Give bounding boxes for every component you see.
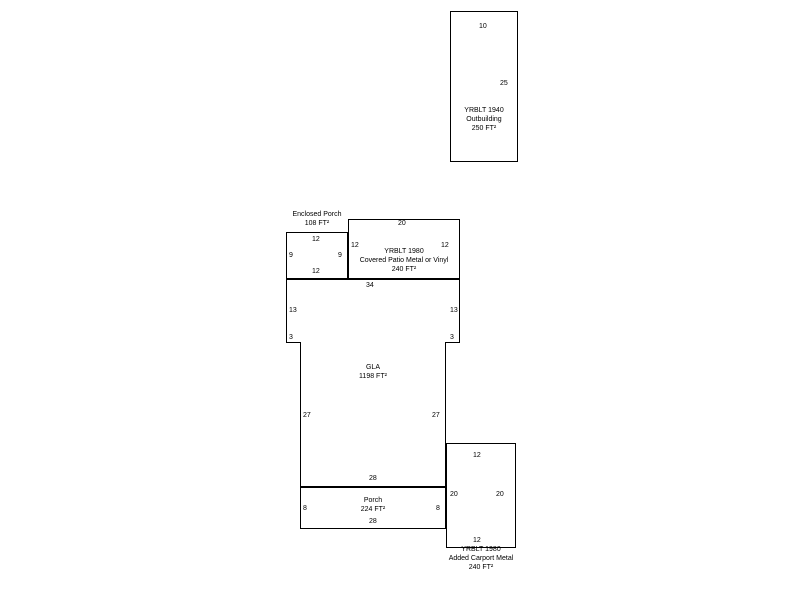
outbuilding-label-line2: Outbuilding [466,116,502,123]
gla-label [323,363,423,381]
gla-dim-left: 27 [303,412,311,419]
porch-dim-right: 8 [436,505,440,512]
enclosed-porch-dim-bottom: 12 [312,268,320,275]
added-carport-label-line2: Added Carport Metal [448,555,514,562]
gla-dim-right-notch: 3 [450,334,454,341]
covered-patio-dim-right: 12 [441,242,449,249]
carport-dim-right: 20 [496,491,504,498]
gla-label-line2: 1198 FT² [359,373,387,380]
carport-dim-left: 20 [450,491,458,498]
gla-dim-right: 27 [432,412,440,419]
covered-patio-label [340,247,468,274]
carport-dim-top: 12 [473,452,481,459]
outbuilding-dim-top: 10 [479,23,487,30]
gla-dim-top: 34 [366,282,374,289]
enclosed-porch-label-line2: 108 FT² [304,220,330,227]
gla-dim-bottom: 28 [369,475,377,482]
gla-dim-left-upper: 13 [289,307,297,314]
gla-junction-mask [301,341,445,344]
covered-patio-label-line3: 240 FT² [391,266,417,273]
porch-dim-bottom: 28 [369,518,377,525]
gla-dim-right-upper: 13 [450,307,458,314]
added-carport-label-line3: 240 FT² [468,564,494,571]
enclosed-porch-dim-right: 9 [338,252,342,259]
added-carport-label [431,545,531,572]
added-carport-label-line1: YRBLT 1980 [461,546,501,553]
covered-patio-dim-left: 12 [351,242,359,249]
enclosed-porch-dim-left: 9 [289,252,293,259]
enclosed-porch-label-line1: Enclosed Porch [292,211,342,218]
outbuilding-label-line3: 250 FT² [471,125,497,132]
gla-dim-left-notch: 3 [289,334,293,341]
porch-label-line1: Porch [363,497,383,504]
outbuilding-label [434,106,534,133]
covered-patio-label-line1: YRBLT 1980 [384,248,424,255]
porch-label [323,496,423,514]
porch-label-line2: 224 FT² [360,506,386,513]
covered-patio-dim-top: 20 [398,220,406,227]
covered-patio-label-line2: Covered Patio Metal or Vinyl [359,257,449,264]
porch-dim-left: 8 [303,505,307,512]
outbuilding-dim-right: 25 [500,80,508,87]
outbuilding-label-line1: YRBLT 1940 [464,107,504,114]
gla-label-line1: GLA [365,364,380,371]
carport-dim-bottom: 12 [473,537,481,544]
enclosed-porch-dim-top: 12 [312,236,320,243]
